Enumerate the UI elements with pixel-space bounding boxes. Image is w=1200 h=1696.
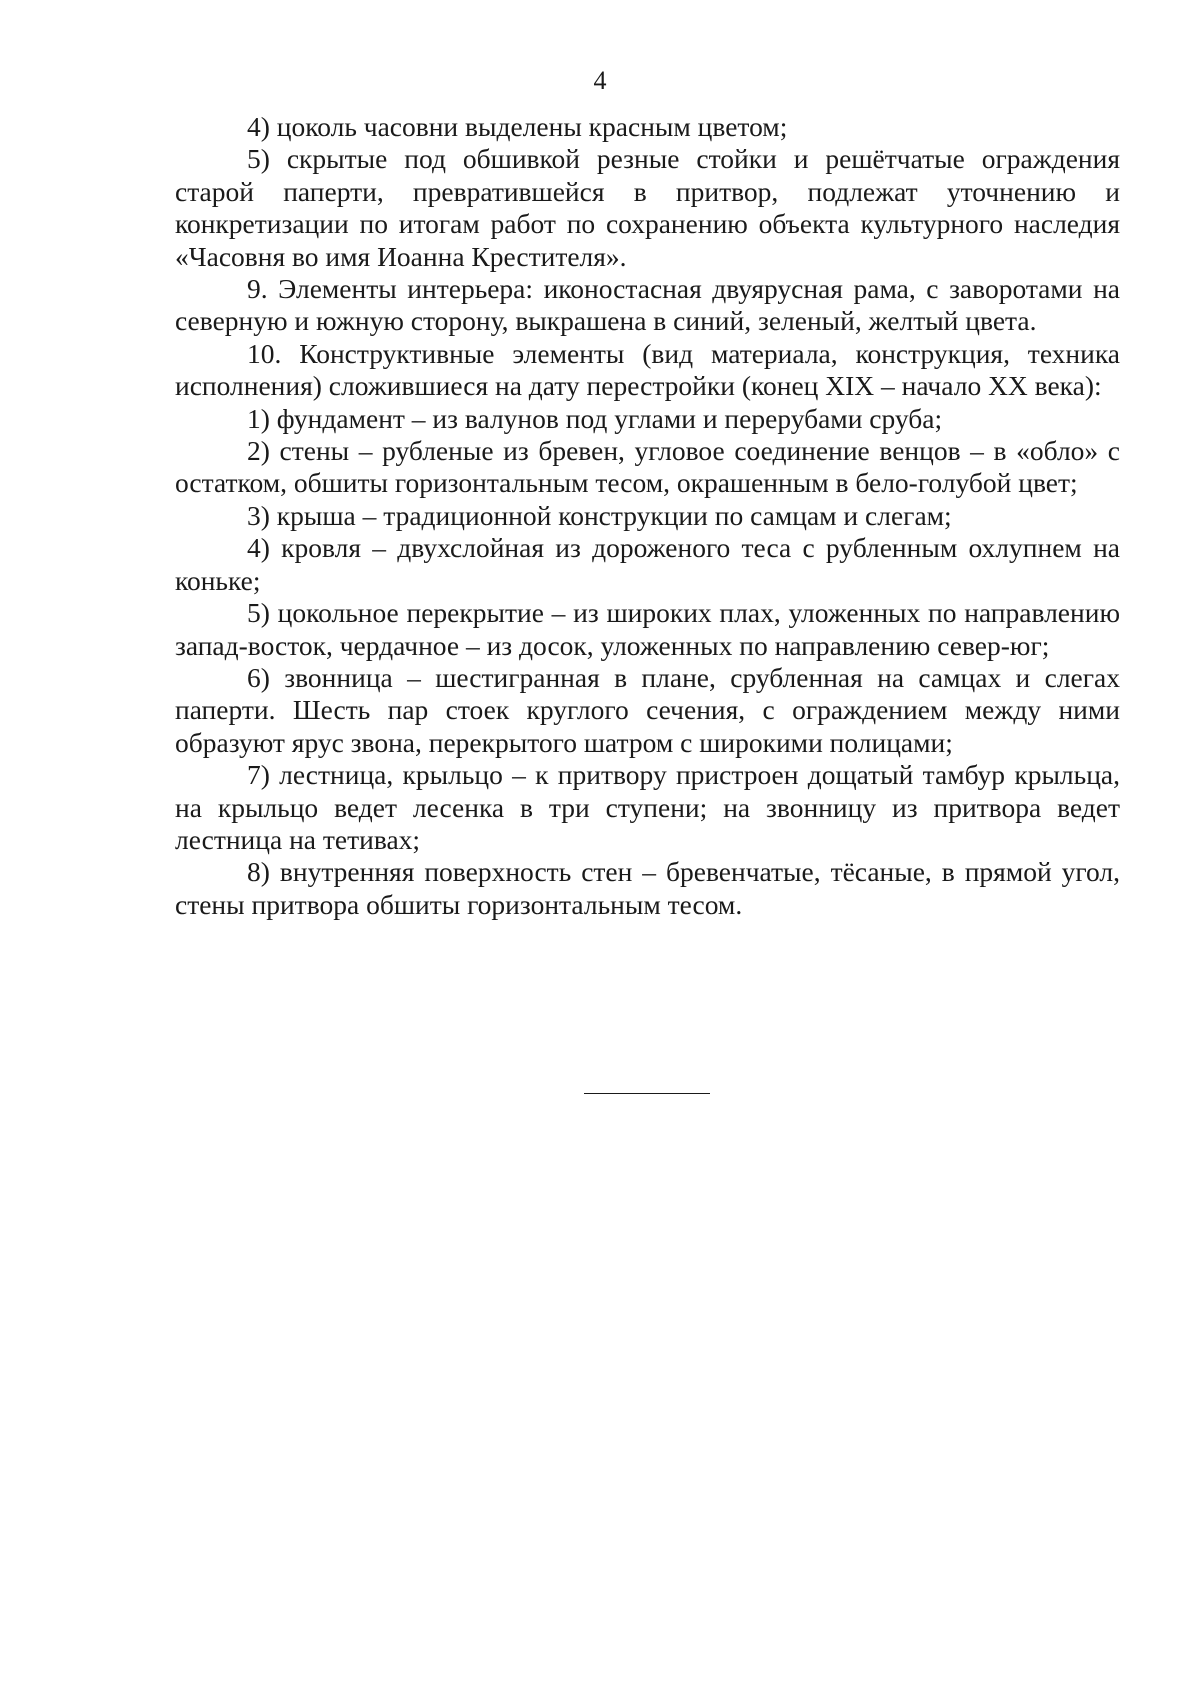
page-number: 4 — [593, 66, 607, 95]
document-body — [175, 111, 1120, 921]
paragraph-item-7-stairs: 7) лестница, крыльцо – к притвору пристроен дощатый тамбур крыльца, на крыльцо ведет лесенка в три ступени; на звонницу из притвора ведет лестница на тетивах; — [175, 759, 1120, 855]
paragraph-item-4-plinth: 4) цоколь часовни выделены красным цветом; — [247, 111, 788, 142]
paragraph-item-8-inner-walls: 8) внутренняя поверхность стен – бревенчатые, тёсаные, в прямой угол, стены притвора обшиты горизонтальным тесом. — [175, 856, 1120, 920]
paragraph-item-2-walls: 2) стены – рубленые из бревен, угловое соединение венцов – в «обло» с остатком, обшиты горизонтальным тесом, окрашенным в бело-голубой цвет; — [175, 435, 1120, 499]
paragraph-item-4-roofing: 4) кровля – двухслойная из дороженого теса с рубленным охлупнем на коньке; — [175, 532, 1120, 596]
paragraph-section-9-interior: 9. Элементы интерьера: иконостасная двуярусная рама, с заворотами на северную и южную сторону, выкрашена в синий, зеленый, желтый цвета. — [175, 273, 1120, 337]
paragraph-item-5-floors: 5) цокольное перекрытие – из широких плах, уложенных по направлению запад-восток, чердачное – из досок, уложенных по направлению север-юг; — [175, 597, 1120, 661]
paragraph-item-5-hidden-posts: 5) скрытые под обшивкой резные стойки и решётчатые ограждения старой паперти, превратившейся в притвор, подлежат уточнению и конкретизации по итогам работ по сохранению объекта культурного наследия «Часовня во имя Иоанна Крестителя». — [175, 143, 1120, 272]
paragraph-item-1-foundation: 1) фундамент – из валунов под углами и перерубами сруба; — [247, 402, 943, 434]
paragraph-item-6-belfry: 6) звонница – шестигранная в плане, срубленная на самцах и слегах паперти. Шесть пар стоек круглого сечения, с ограждением между ними образуют ярус звона, перекрытого шатром с широкими полицами; — [175, 661, 1120, 758]
paragraph-item-3-roof: 3) крыша – традиционной конструкции по самцам и слегам; — [247, 499, 952, 531]
end-of-document-rule — [584, 1093, 710, 1094]
paragraph-section-10-structural: 10. Конструктивные элементы (вид материала, конструкция, техника исполнения) сложившиеся на дату перестройки (конец XIX – начало XX века): — [175, 337, 1120, 402]
